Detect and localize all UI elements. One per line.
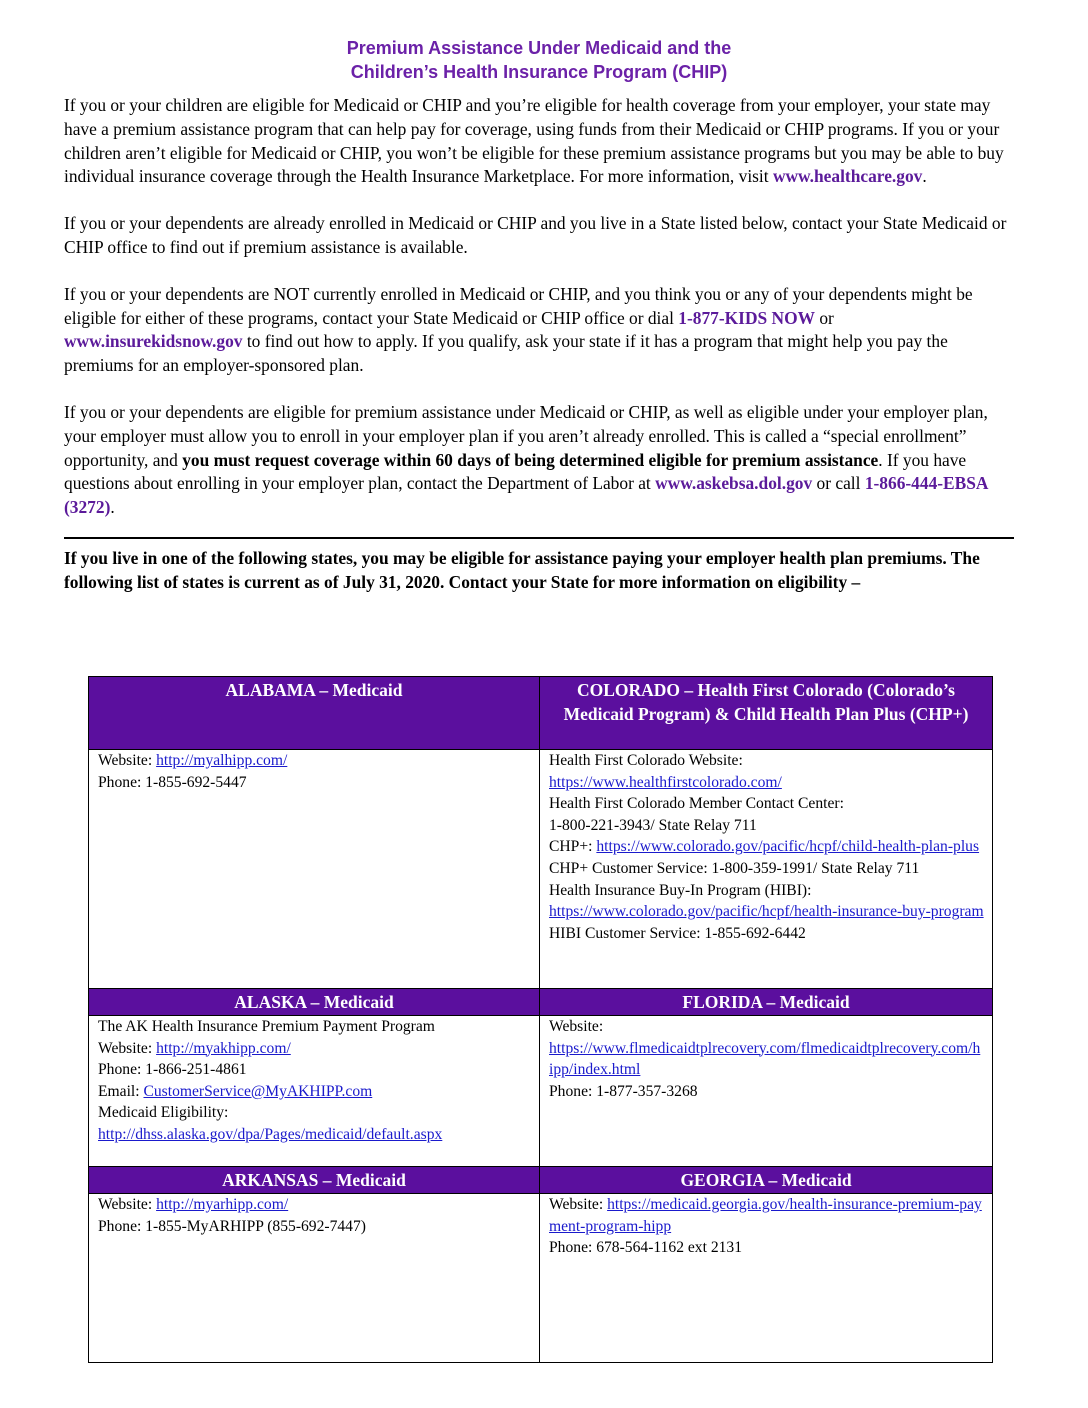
p1-end: . (922, 166, 927, 187)
georgia-website-label: Website: (549, 1196, 608, 1213)
alaska-eligibility-link[interactable]: http://dhss.alaska.gov/dpa/Pages/medicaid/default.aspx (98, 1125, 443, 1143)
arkansas-website-link[interactable]: http://myarhipp.com/ (156, 1196, 289, 1213)
colorado-hibi-customer-service: HIBI Customer Service: 1-855-692-6442 (549, 924, 806, 942)
alaska-website-label: Website: (98, 1039, 157, 1057)
p3-text-2: to find out how to apply. If you qualify, ask your state if it has a program that might help you pay the premiums for an employer-sponsored plan. (64, 331, 948, 376)
arkansas-cell (89, 1194, 540, 1363)
florida-phone: Phone: 1-877-357-3268 (549, 1082, 698, 1100)
table-row (89, 1194, 993, 1363)
alaska-phone: Phone: 1-866-251-4861 (98, 1061, 247, 1079)
alaska-header: ALASKA – Medicaid (89, 989, 540, 1016)
table-row (89, 750, 993, 989)
alabama-cell (89, 750, 540, 989)
kids-now-phone[interactable]: 1-877-KIDS NOW (678, 307, 815, 328)
alabama-website-line (98, 750, 531, 772)
georgia-header: GEORGIA – Medicaid (540, 1167, 993, 1194)
florida-cell (540, 1016, 993, 1167)
table-row (89, 1016, 993, 1167)
alaska-email-label: Email: (98, 1082, 144, 1100)
insurekidsnow-link[interactable]: www.insurekidsnow.gov (64, 331, 243, 352)
paragraph-not-enrolled (64, 283, 1014, 378)
document-title (64, 36, 1014, 84)
georgia-cell (540, 1194, 993, 1363)
colorado-chp-customer-service: CHP+ Customer Service: 1-800-359-1991/ State Relay 711 (549, 859, 920, 877)
colorado-contact-center-label: Health First Colorado Member Contact Center: (549, 795, 844, 813)
alaska-email-line (98, 1081, 531, 1103)
table-row (89, 677, 993, 750)
colorado-hibi-label: Health Insurance Buy-In Program (HIBI): (549, 881, 812, 899)
paragraph-already-enrolled (64, 212, 1014, 260)
document-page (64, 36, 1014, 621)
colorado-chp-line (549, 836, 984, 858)
alabama-website-link[interactable]: http://myalhipp.com/ (156, 752, 288, 769)
askebsa-link[interactable]: www.askebsa.dol.gov (655, 473, 813, 494)
table-row (89, 1167, 993, 1194)
arkansas-website-line (98, 1194, 531, 1216)
colorado-chp-label: CHP+: (549, 838, 597, 856)
states-intro: If you live in one of the following states, you may be eligible for assistance paying your employer health plan premiums. The following list of states is current as of July 31, 2020. Contact your State for more information on eligibility – (64, 547, 980, 592)
colorado-website-link[interactable]: https://www.healthfirstcolorado.com/ (549, 773, 782, 791)
p3-text-1: If you or your dependents are NOT currently enrolled in Medicaid or CHIP, and you think you or any of your dependents might be eligible for either of these programs, contact your State Medicaid or CHIP office or dial (64, 283, 973, 328)
georgia-website-link[interactable]: https://medicaid.georgia.gov/health-insurance-premium-payment-program-hipp (549, 1196, 982, 1235)
arkansas-website-label: Website: (98, 1196, 157, 1213)
florida-header: FLORIDA – Medicaid (540, 989, 993, 1016)
florida-website-label: Website: (549, 1018, 604, 1035)
title-line-2: Children’s Health Insurance Program (CHIP) (350, 62, 728, 82)
alabama-header: ALABAMA – Medicaid (89, 677, 540, 750)
p1-text: If you or your children are eligible for Medicaid or CHIP and you’re eligible for health coverage from your employer, your state may have a premium assistance program that can help pay for coverage, using funds from their Medicaid or CHIP programs. If you or your children aren’t eligible for Medicaid or CHIP, you won’t be eligible for these premium assistance programs but you may be able to buy individual insurance coverage through the Health Insurance Marketplace. For more information, visit (64, 95, 1004, 187)
colorado-hibi-link[interactable]: https://www.colorado.gov/pacific/hcpf/health-insurance-buy-program (549, 903, 984, 921)
section-divider (64, 537, 1014, 539)
p2-text: If you or your dependents are already enrolled in Medicaid or CHIP and you live in a State listed below, contact your State Medicaid or CHIP office to find out if premium assistance is available. (64, 213, 1007, 257)
alaska-website-line (98, 1038, 531, 1060)
colorado-website-label: Health First Colorado Website: (549, 752, 743, 769)
alaska-email-link[interactable]: CustomerService@MyAKHIPP.com (143, 1082, 373, 1100)
georgia-website-line (549, 1194, 984, 1237)
p4-text-2: . If you have questions about enrolling in your employer plan, contact the Department of Labor at (64, 449, 967, 494)
georgia-phone: Phone: 678-564-1162 ext 2131 (549, 1239, 743, 1257)
arkansas-phone: Phone: 1-855-MyARHIPP (855-692-7447) (98, 1217, 366, 1235)
p4-text-1: If you or your dependents are eligible for premium assistance under Medicaid or CHIP, as well as eligible under your employer plan, your employer must allow you to enroll in your employer plan if you aren’t already enrolled. This is called a “special enrollment” opportunity, and (64, 401, 988, 470)
colorado-contact-center-phone: 1-800-221-3943/ State Relay 711 (549, 816, 757, 834)
paragraph-marketplace (64, 94, 1014, 189)
table-row (89, 989, 993, 1016)
alaska-eligibility-label: Medicaid Eligibility: (98, 1104, 229, 1122)
title-line-1: Premium Assistance Under Medicaid and the (346, 38, 732, 58)
alabama-phone: Phone: 1-855-692-5447 (98, 773, 247, 791)
arkansas-header: ARKANSAS – Medicaid (89, 1167, 540, 1194)
florida-website-link[interactable]: https://www.flmedicaidtplrecovery.com/flmedicaidtplrecovery.com/hipp/index.html (549, 1039, 981, 1079)
colorado-chp-link[interactable]: https://www.colorado.gov/pacific/hcpf/child-health-plan-plus (596, 838, 980, 856)
p4-or: or call (812, 473, 865, 494)
colorado-header: COLORADO – Health First Colorado (Colorado’s Medicaid Program) & Child Health Plan Plus (CHP+) (540, 677, 993, 750)
p3-or: or (815, 307, 834, 328)
p4-end: . (110, 497, 115, 518)
paragraph-special-enrollment (64, 401, 1014, 520)
alaska-cell (89, 1016, 540, 1167)
ebsa-phone[interactable]: 1-866-444-EBSA (3272) (64, 473, 988, 518)
states-table (88, 676, 993, 1363)
alaska-website-link[interactable]: http://myakhipp.com/ (156, 1039, 291, 1057)
p4-bold: you must request coverage within 60 days of being determined eligible for premium assistance (182, 449, 879, 470)
colorado-cell (540, 750, 993, 989)
alaska-program-name: The AK Health Insurance Premium Payment Program (98, 1018, 435, 1035)
healthcare-gov-link[interactable]: www.healthcare.gov (772, 166, 923, 187)
alabama-website-label: Website: (98, 752, 157, 769)
